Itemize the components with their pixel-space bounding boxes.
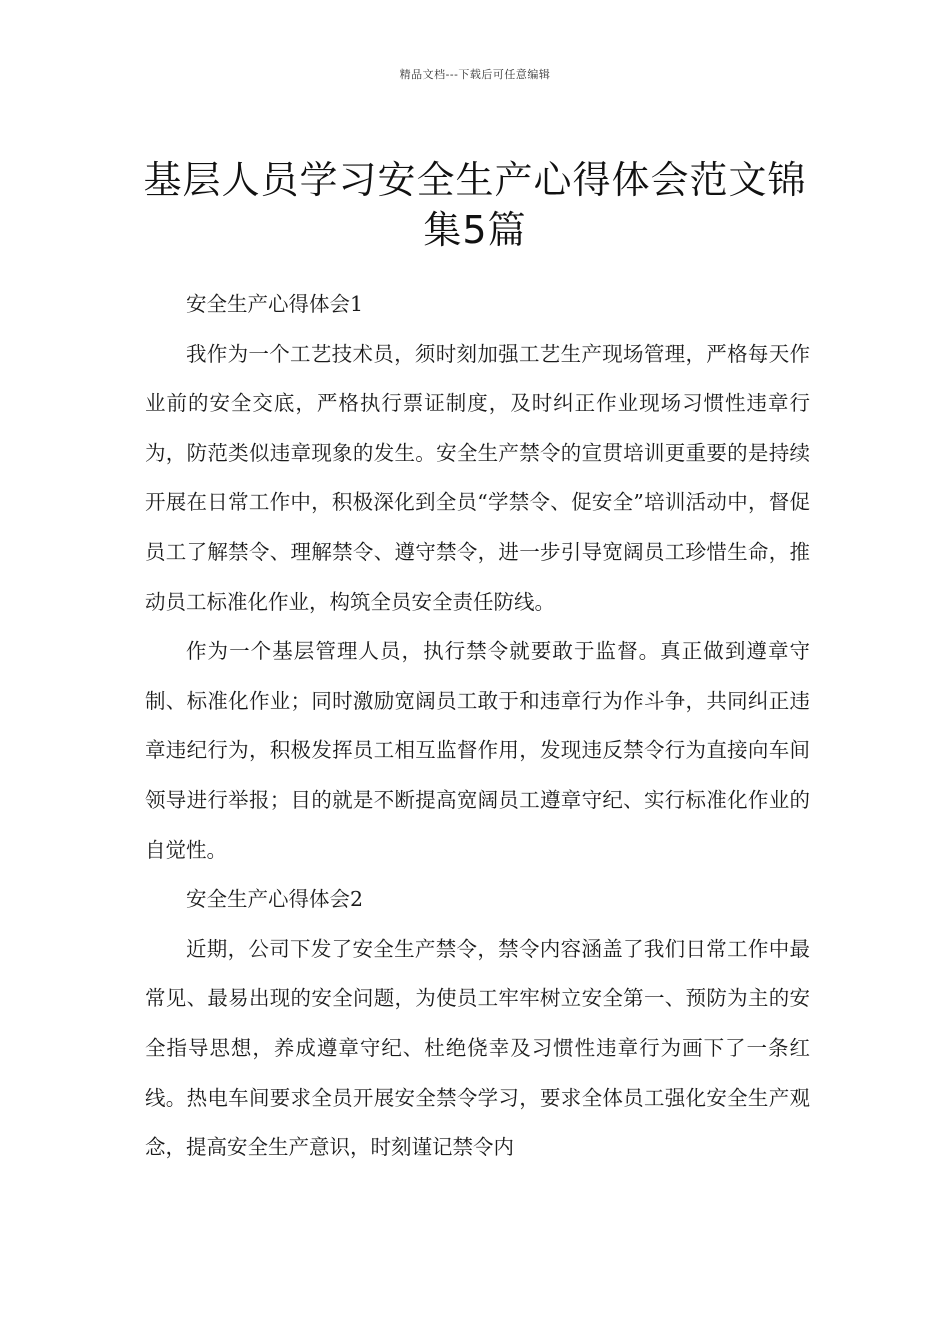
document-title: 基层人员学习安全生产心得体会范文锦集5篇 <box>143 158 807 253</box>
paragraph: 我作为一个工艺技术员，须时刻加强工艺生产现场管理，严格每天作业前的安全交底，严格执行票证制度，及时纠正作业现场习惯性违章行为，防范类似违章现象的发生。安全生产禁令的宣贯培训更重要的是持续开展在日常工作中，积极深化到全员“学禁令、促安全”培训活动中，督促员工了解禁令、理解禁令、遵守禁令，进一步引导宽阔员工珍惜生命，推动员工标准化作业，构筑全员安全责任防线。 <box>145 341 810 614</box>
section-heading-1: 安全生产心得体会1 <box>186 292 364 316</box>
paragraph: 近期，公司下发了安全生产禁令，禁令内容涵盖了我们日常工作中最常见、最易出现的安全问题，为使员工牢牢树立安全第一、预防为主的安全指导思想，养成遵章守纪、杜绝侥幸及习惯性违章行为画下了一条红线。热电车间要求全员开展安全禁令学习，要求全体员工强化安全生产观念，提高安全生产意识，时刻谨记禁令内 <box>145 936 810 1160</box>
section-heading-2: 安全生产心得体会2 <box>186 887 364 912</box>
document-body <box>145 280 810 1173</box>
header-note: 精品文档---下载后可任意编辑 <box>399 68 551 81</box>
paragraph: 作为一个基层管理人员，执行禁令就要敢于监督。真正做到遵章守制、标准化作业；同时激励宽阔员工敢于和违章行为作斗争，共同纠正违章违纪行为，积极发挥员工相互监督作用，发现违反禁令行为直接向车间领导进行举报；目的就是不断提高宽阔员工遵章守纪、实行标准化作业的自觉性。 <box>145 639 810 862</box>
